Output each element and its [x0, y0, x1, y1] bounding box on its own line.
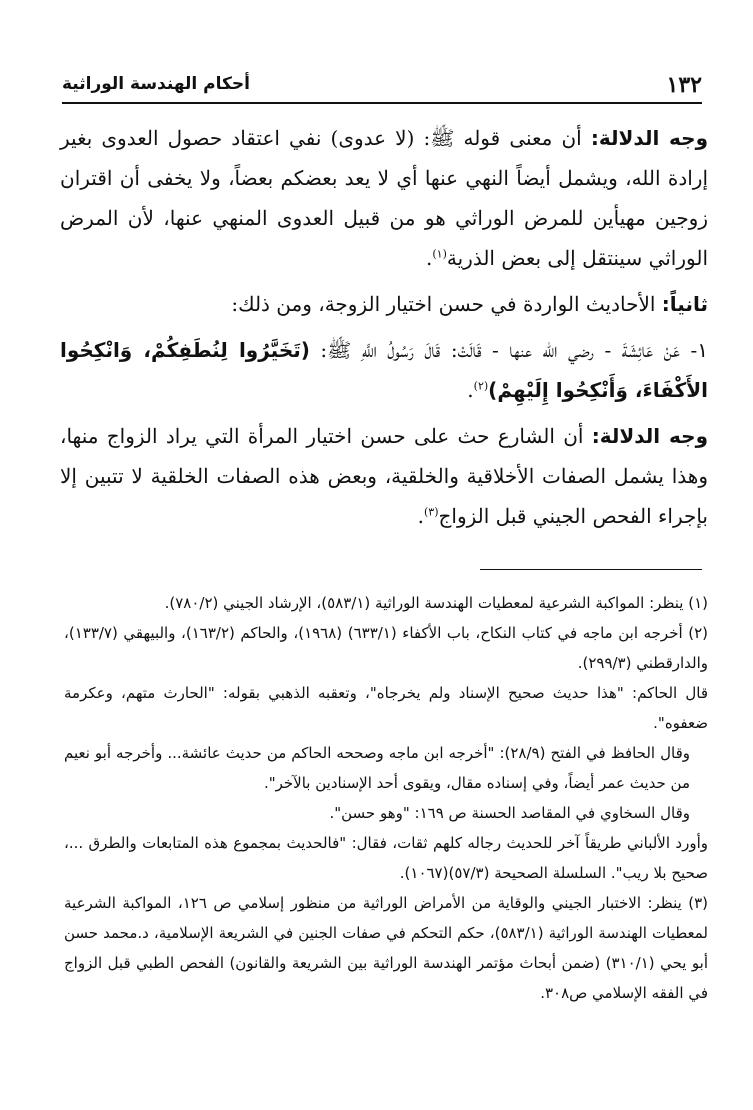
footnote-2-sakhawi: وقال السخاوي في المقاصد الحسنة ص ١٦٩: "وهو حسن".: [329, 804, 690, 822]
footnote-separator: [480, 569, 702, 570]
paragraph-text: الأحاديث الواردة في حسن اختيار الزوجة، ومن ذلك:: [231, 292, 662, 316]
punctuation: .: [467, 378, 474, 402]
footnote-ref-1[interactable]: (١): [432, 247, 447, 261]
evidence-label: وجه الدلالة:: [590, 126, 708, 150]
hadith-intro: ١- عَنْ عَائِشَةَ - رضي الله عنها - قَالَتْ: قَالَ رَسُولُ اللَّهِ ﷺ:: [309, 338, 708, 362]
punctuation: .: [417, 504, 424, 528]
evidence-label: وجه الدلالة:: [591, 424, 709, 448]
footnote-2: (٢) أخرجه ابن ماجه في كتاب النكاح، باب الأكفاء (٦٣٣/١) (١٩٦٨)، والحاكم (١٦٣/٢)، والبيهقي (١٣٣/٧)، والدارقطني (٢٩٩/٣).: [64, 624, 708, 672]
hadith-quote: (تَخَيَّرُوا لِنُطَفِكُمْ، وَانْكِحُوا الأَكْفَاءَ، وَأَنْكِحُوا إِلَيْهِمْ): [60, 338, 708, 402]
paragraph-3: [60, 330, 708, 410]
footnote-3: (٣) ينظر: الاختبار الجيني والوقاية من الأمراض الوراثية من منظور إسلامي ص ١٢٦، المواكبة الشرعية لمعطيات الهندسة الوراثية (٥٨٣/١)، حكم التحكم في صفات الجنين في الشريعة الإسلامية، د.محمد حسن أبو يحي (٣١٠/١) (ضمن أبحاث مؤتمر الهندسة الوراثية بين الشريعة والقانون) الفحص الطبي قبل الزواج في الفقه الإسلامي ص٣٠٨.: [64, 894, 709, 1002]
footnote-ref-3[interactable]: (٣): [424, 505, 439, 519]
section-label: ثانياً:: [661, 292, 708, 316]
footnotes: [64, 588, 708, 1008]
footnote-2-albani: وأورد الألباني طريقاً آخر للحديث رجاله كلهم ثقات، فقال: "فالحديث بمجموع هذه المتابعات والطرق ...، صحيح بلا ريب". السلسلة الصحيحة (٥٧/٣)(١٠٦٧).: [64, 834, 708, 882]
page-number: ١٣٢: [666, 72, 702, 98]
footnote-2-hafiz: وقال الحافظ في الفتح (٢٨/٩): "أخرجه ابن ماجه وصححه الحاكم من حديث عائشة... وأخرجه أبو نعيم من حديث عمر أيضاً، وفي إسناده مقال، ويقوى أحد الإسنادين بالآخر".: [64, 744, 690, 792]
footnote-1: (١) ينظر: المواكبة الشرعية لمعطيات الهندسة الوراثية (٥٨٣/١)، الإرشاد الجيني (٧٨٠/٢).: [164, 594, 708, 612]
main-text: [60, 118, 708, 542]
paragraph-4: [60, 416, 708, 536]
paragraph-text: أن معنى قوله ﷺ: (لا عدوى) نفي اعتقاد حصول العدوى بغير إرادة الله، ويشمل أيضاً النهي عنها أي لا يعد بعضكم بعضاً، ولا يخفى أن اقتران زوجين مهيأين للمرض الوراثي هو من قبيل العدوى المنهي عنها، لأن المرض الوراثي سينتقل إلى بعض الذرية: [60, 126, 709, 270]
paragraph-1: [60, 118, 708, 278]
running-title: أحكام الهندسة الوراثية: [62, 74, 250, 94]
header-rule: [62, 102, 702, 104]
paragraph-2: [60, 284, 708, 324]
footnote-ref-2[interactable]: (٢): [473, 379, 489, 393]
page-header: [62, 70, 702, 110]
paragraph-text: أن الشارع حث على حسن اختيار المرأة التي يراد الزواج منها، وهذا يشمل الصفات الأخلاقية والخلقية، وبعض هذه الصفات الخلقية لا تتبين إلا بإجراء الفحص الجيني قبل الزواج: [60, 424, 708, 528]
punctuation: .: [426, 246, 433, 270]
footnote-2-hakim: قال الحاكم: "هذا حديث صحيح الإسناد ولم يخرجاه"، وتعقبه الذهبي بقوله: "الحارث متهم، وعكرمة ضعفوه".: [64, 684, 708, 732]
